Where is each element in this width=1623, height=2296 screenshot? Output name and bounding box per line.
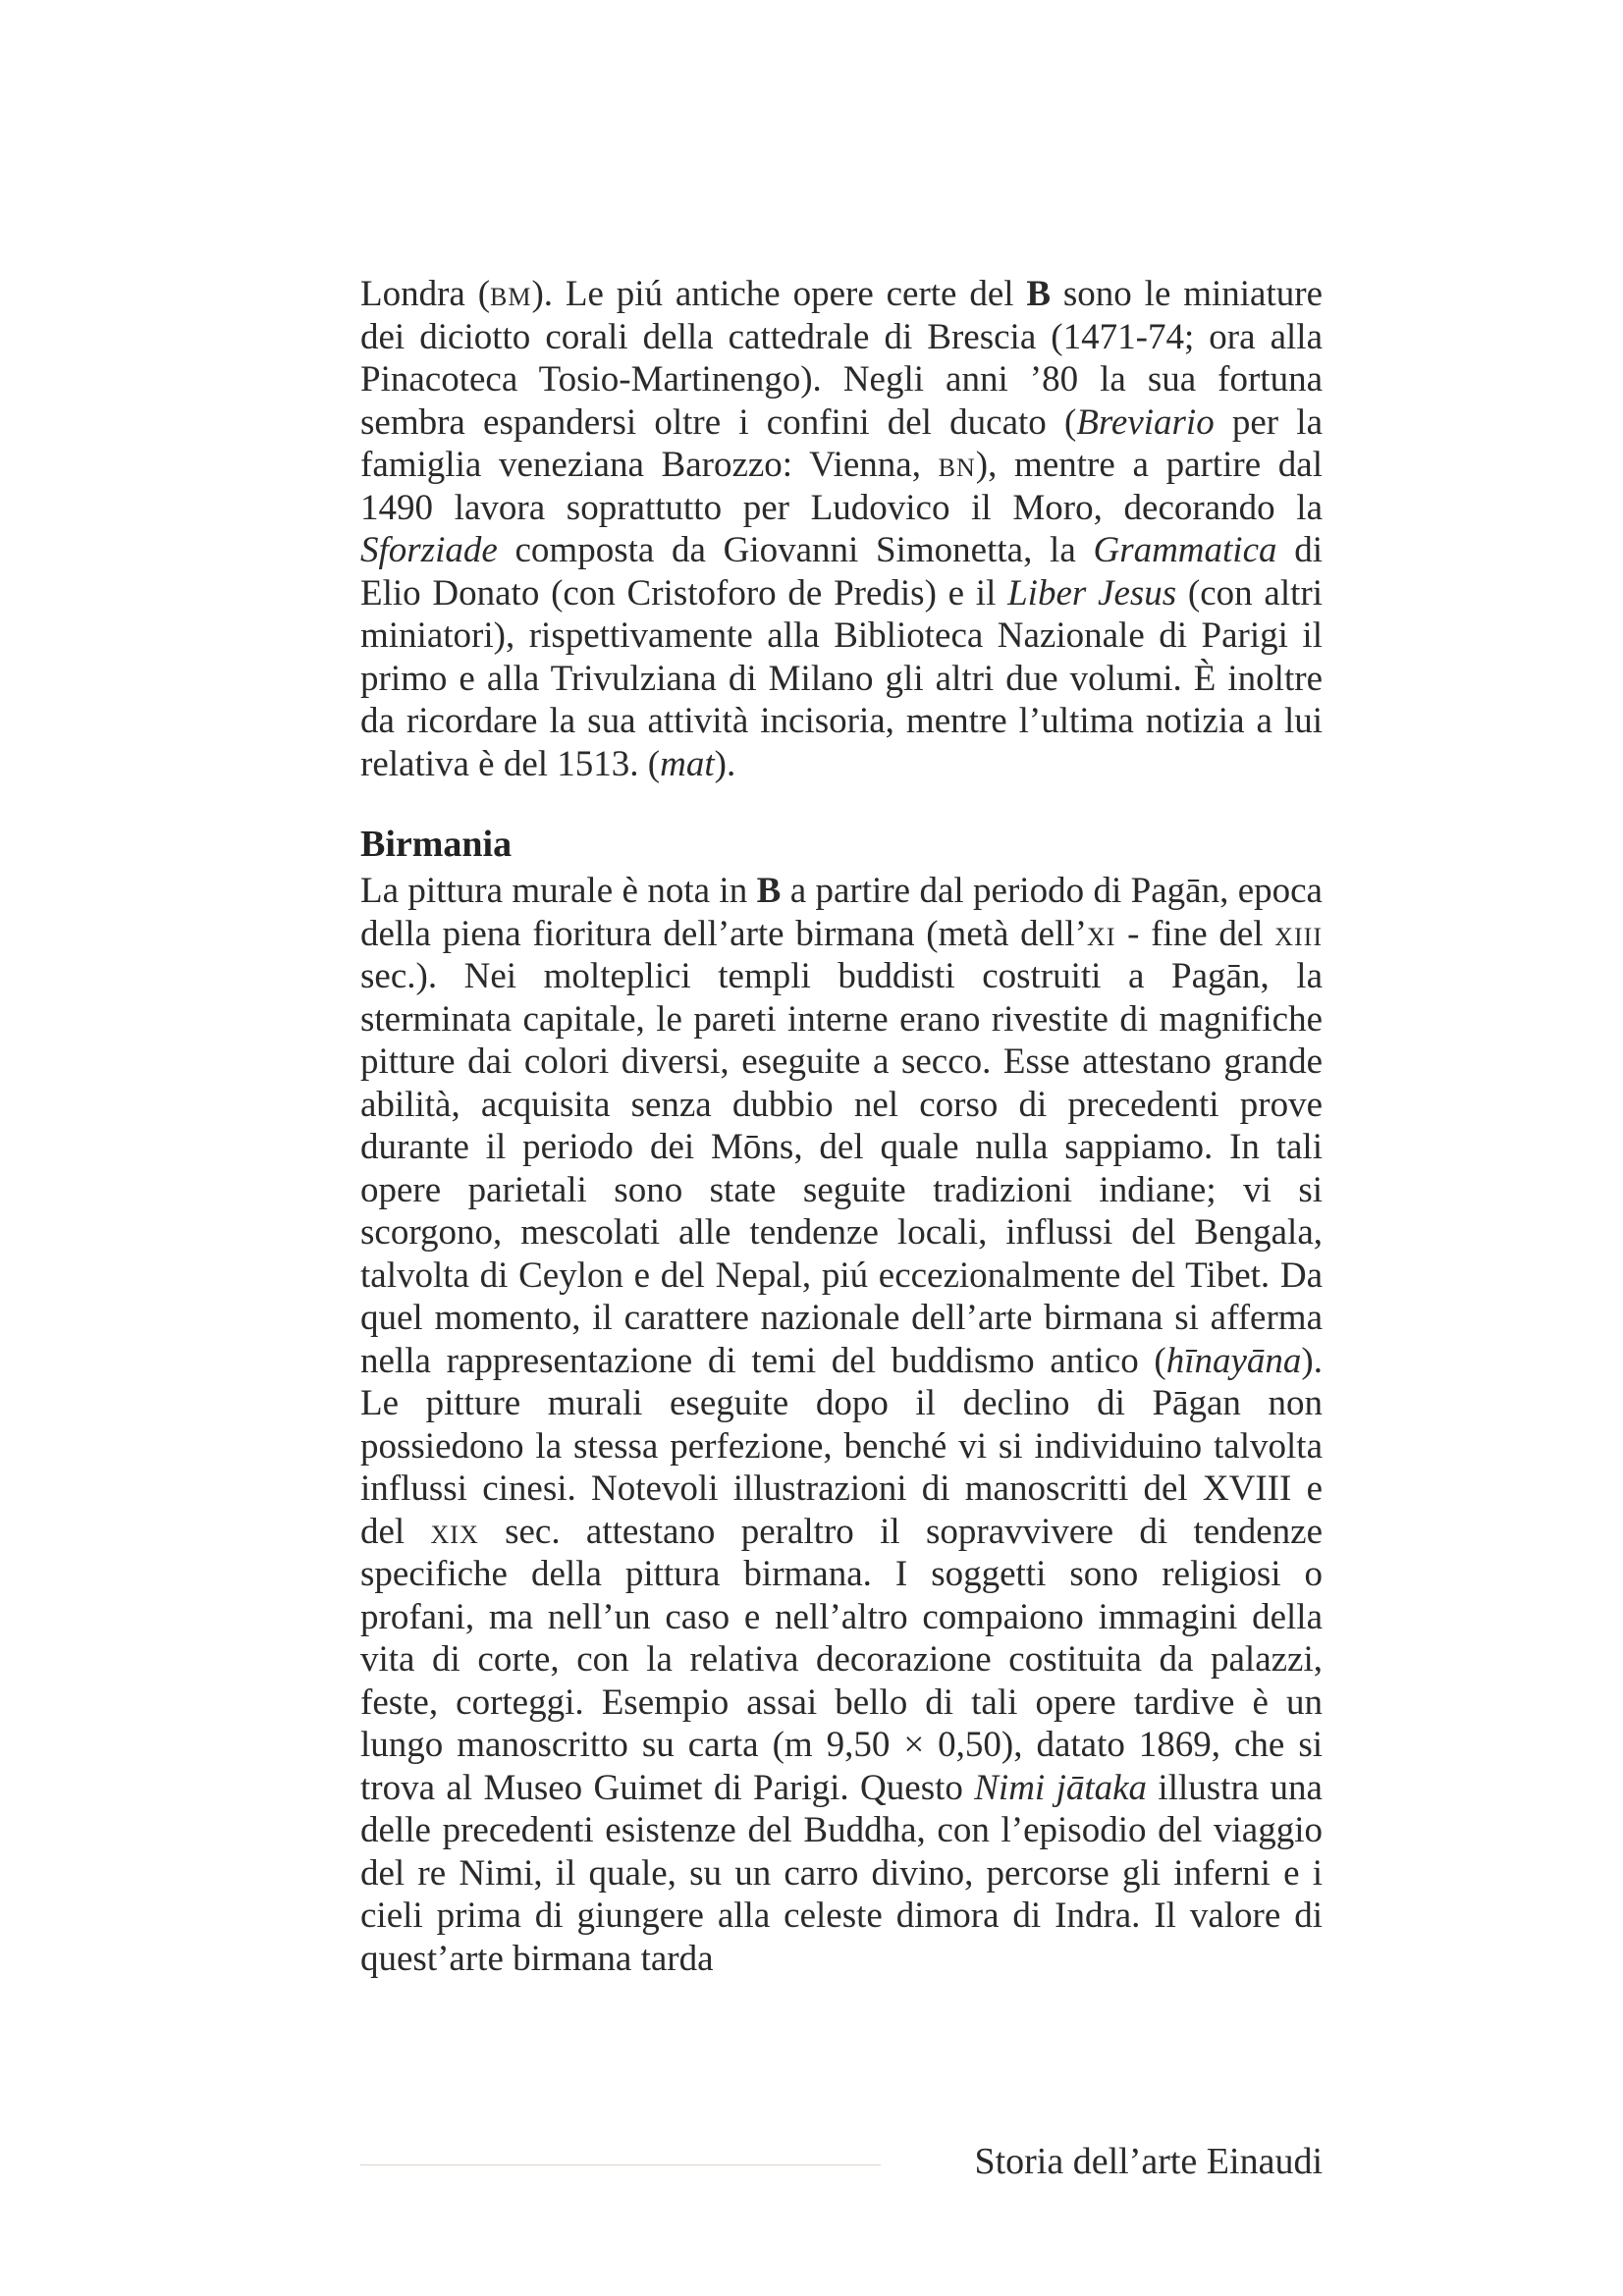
small-caps-text: xix	[430, 1511, 479, 1552]
bold-text: B	[1026, 274, 1052, 314]
section-heading: Birmania	[360, 824, 513, 865]
footer-divider	[360, 2164, 881, 2165]
bold-text: B	[756, 871, 782, 911]
page-body	[360, 273, 1323, 1980]
italic-text: Liber Jesus	[1007, 572, 1177, 614]
paragraph-intro: Londra (bm). Le piú antiche opere certe del B sono le miniature dei diciotto corali della cattedrale di Brescia (1471-74; ora alla Pinacoteca Tosio-Martinengo). Negli anni ’80 la sua fortuna sembra espandersi oltre i confini del ducato (Breviario per la famiglia veneziana Barozzo: Vienna, bn), mentre a partire dal 1490 lavora soprattutto per Ludovico il Moro, decorando la Sforziade composta da Giovanni Simonetta, la Grammatica di Elio Donato (con Cristoforo de Predis) e il Liber Jesus (con altri miniatori), rispettivamente alla Biblioteca Nazionale di Parigi il primo e alla Trivulziana di Milano gli altri due volumi. È inoltre da ricordare la sua attività incisoria, mentre l’ultima notizia a lui relativa è del 1513. (mat).	[360, 274, 1324, 784]
italic-text: mat	[660, 743, 715, 784]
footer-title: Storia dell’arte Einaudi	[974, 2141, 1323, 2182]
small-caps-text: xiii	[1274, 913, 1323, 954]
italic-text: Sforziade	[360, 530, 498, 570]
small-caps-text: bm	[490, 274, 532, 314]
paragraph-birmania: La pittura murale è nota in B a partire dal periodo di Pagān, epoca della piena fioritura dell’arte birmana (metà dell’xi - fine del xiii sec.). Nei molteplici templi buddisti costruiti a Pagān, la sterminata capitale, le pareti interne erano rivestite di magnifiche pitture dai colori diversi, eseguite a secco. Esse attestano grande abilità, acquisita senza dubbio nel corso di precedenti prove durante il periodo dei Mōns, del quale nulla sappiamo. In tali opere parietali sono state seguite tradizioni indiane; vi si scorgono, mescolati alle tendenze locali, influssi del Bengala, talvolta di Ceylon e del Nepal, piú eccezionalmente del Tibet. Da quel momento, il carattere nazionale dell’arte birmana si afferma nella rappresentazione di temi del buddismo antico (hīnayāna). Le pitture murali eseguite dopo il declino di Pāgan non possiedono la stessa perfezione, benché vi si individuino talvolta influssi cinesi. Notevoli illustrazioni di manoscritti del XVIII e del xix sec. attestano peraltro il sopravvivere di tendenze specifiche della pittura birmana. I soggetti sono religiosi o profani, ma nell’un caso e nell’altro compaiono immagini della vita di corte, con la relativa decorazione costituita da palazzi, feste, corteggi. Esempio assai bello di tali opere tardive è un lungo manoscritto su carta (m 9,50 × 0,50), datato 1869, che si trova al Museo Guimet di Parigi. Questo Nimi jātaka illustra una delle precedenti esistenze del Buddha, con l’episodio del viaggio del re Nimi, il quale, su un carro divino, percorse gli inferni e i cieli prima di giungere alla celeste dimora di Indra. Il valore di quest’arte birmana tarda	[360, 871, 1323, 1979]
italic-text: Nimi jātaka	[974, 1767, 1148, 1808]
small-caps-text: bn	[938, 445, 976, 485]
italic-text: Grammatica	[1093, 530, 1277, 570]
italic-text: hīnayāna	[1165, 1340, 1302, 1381]
italic-text: Breviario	[1076, 401, 1215, 443]
small-caps-text: xi	[1086, 913, 1116, 954]
